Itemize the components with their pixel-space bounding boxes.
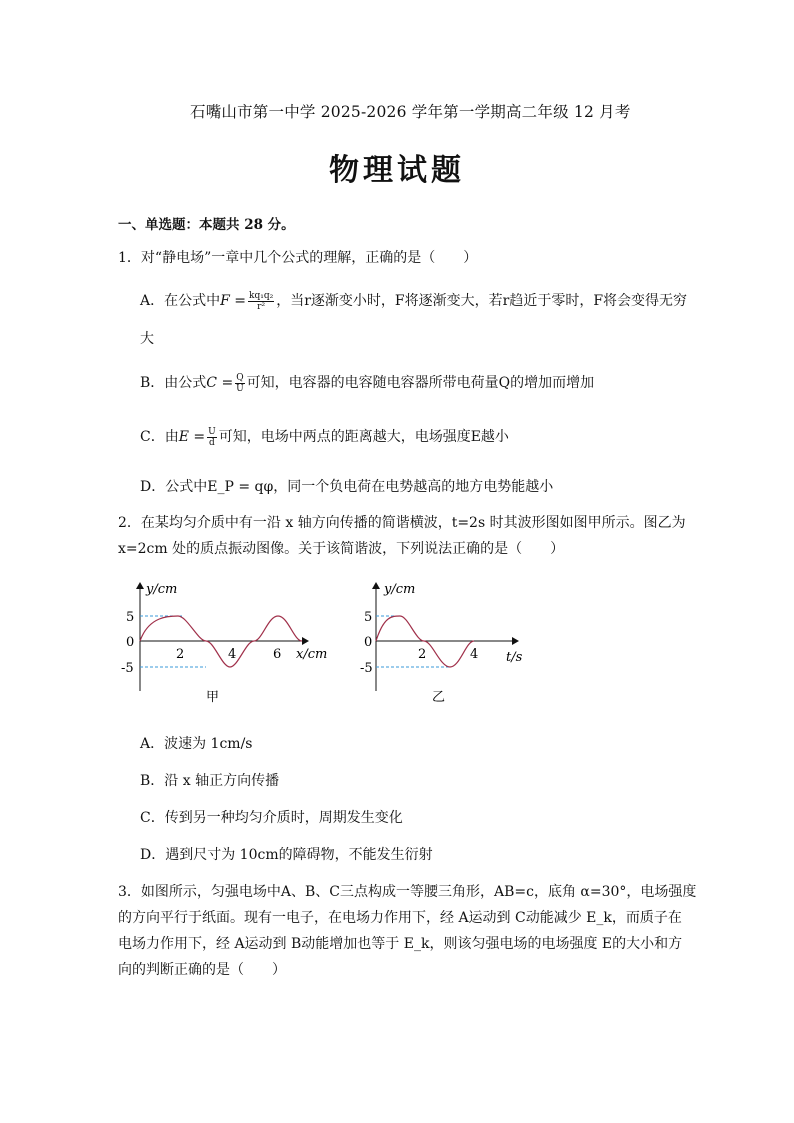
- y-tick-5: 5: [364, 610, 373, 625]
- x-axis-label: x/cm: [296, 647, 328, 662]
- q1-b-pre: B．由公式: [140, 375, 207, 391]
- frac-den: U: [236, 383, 244, 394]
- q3-stem-line4: 向的判断正确的是（ ）: [118, 962, 286, 978]
- figure-caption: 甲: [206, 690, 220, 705]
- q2-option-b: B．沿 x 轴正方向传播: [140, 773, 280, 789]
- frac-num: Q: [236, 372, 244, 383]
- frac-num: kq₁q₂: [249, 290, 274, 301]
- y-tick-5: 5: [126, 610, 135, 625]
- q1-a-lhs: F =: [220, 293, 247, 309]
- frac-den: r²: [257, 301, 266, 312]
- y-tick-0: 0: [126, 635, 135, 650]
- school-header: 石嘴山市第一中学 2025-2026 学年第一学期高二年级 12 月考: [190, 103, 631, 121]
- q3-stem-line2: 的方向平行于纸面。现有一电子，在电场力作用下，经 A运动到 C动能减少 E_k，而质子在: [118, 910, 682, 926]
- x-tick-2: 2: [418, 647, 427, 662]
- x-tick-2: 2: [176, 647, 185, 662]
- y-axis-label: y/cm: [146, 582, 178, 597]
- q1-option-b: [140, 372, 594, 394]
- frac-den: d: [209, 437, 215, 448]
- frac-num: U: [208, 426, 216, 437]
- q1-c-pre: C．由: [140, 429, 179, 445]
- figure-caption: 乙: [432, 690, 446, 705]
- q2-option-d: D．遇到尺寸为 10cm的障碍物，不能发生衍射: [140, 847, 433, 863]
- q1-option-d: D．公式中E_P = qφ，同一个负电荷在电势越高的地方电势能越小: [140, 479, 554, 495]
- page-title: 物理试题: [329, 153, 465, 188]
- q1-stem: 1．对“静电场”一章中几个公式的理解，正确的是（ ）: [118, 250, 478, 266]
- q1-c-fraction: [207, 427, 217, 448]
- figure-jia-wave-graph: [118, 575, 338, 710]
- q1-a-post: ，当r逐渐变小时，F将逐渐变大，若r趋近于零时，F将会变得无穷: [276, 293, 688, 309]
- q2-stem-line1: 2．在某均匀介质中有一沿 x 轴方向传播的简谐横波，t=2s 时其波形图如图甲所示。图乙为: [118, 515, 686, 531]
- section-heading: 一、单选题：本题共 28 分。: [118, 217, 295, 233]
- y-tick-neg5: -5: [121, 661, 134, 676]
- q1-c-lhs: E =: [178, 429, 206, 445]
- y-tick-neg5: -5: [360, 661, 373, 676]
- q1-option-a-line2: 大: [140, 331, 154, 347]
- q1-a-fraction: [248, 291, 274, 312]
- q2-option-a: A．波速为 1cm/s: [140, 736, 253, 752]
- q1-a-pre: A．在公式中: [140, 293, 221, 309]
- x-tick-6: 6: [273, 647, 282, 662]
- q2-option-c: C．传到另一种均匀介质时，周期发生变化: [140, 810, 403, 826]
- q3-stem-line1: 3．如图所示，匀强电场中A、B、C三点构成一等腰三角形，AB=c，底角 α=30°，电场强度: [118, 884, 697, 900]
- x-tick-4: 4: [228, 647, 237, 662]
- figure-yi-vibration-graph: [360, 575, 540, 710]
- q1-b-lhs: C =: [206, 375, 234, 391]
- q1-option-c: [140, 426, 509, 448]
- q1-option-a: [140, 290, 687, 312]
- q1-c-post: 可知，电场中两点的距离越大，电场强度E越小: [218, 429, 509, 445]
- y-axis-label: y/cm: [384, 582, 416, 597]
- q1-b-fraction: [235, 373, 244, 394]
- q1-b-post: 可知，电容器的电容随电容器所带电荷量Q的增加而增加: [246, 375, 595, 391]
- y-tick-0: 0: [364, 635, 373, 650]
- x-axis-label: t/s: [506, 650, 523, 665]
- q3-stem-line3: 电场力作用下，经 A运动到 B动能增加也等于 E_k，则该匀强电场的电场强度 E的大小和方: [118, 936, 683, 952]
- x-tick-4: 4: [470, 647, 479, 662]
- q2-stem-line2: x=2cm 处的质点振动图像。关于该简谐波，下列说法正确的是（ ）: [118, 541, 565, 557]
